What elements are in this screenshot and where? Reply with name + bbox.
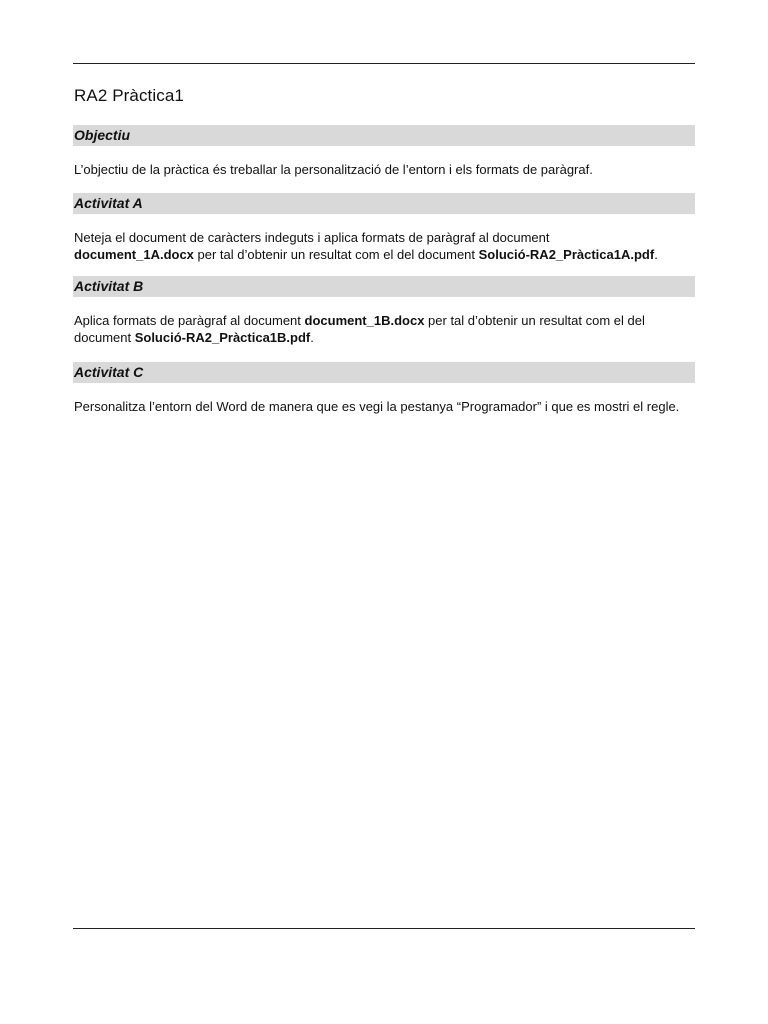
header-rule [73, 63, 695, 64]
filename-document-1b: document_1B.docx [304, 313, 425, 328]
filename-solucio-1b: Solució-RA2_Pràctica1B.pdf [134, 330, 311, 345]
paragraph-activitat-b [73, 312, 695, 346]
filename-document-1a: document_1A.docx [74, 247, 194, 262]
paragraph-text: Neteja el document de caràcters indeguts i aplica formats de paràgraf al document [74, 230, 550, 245]
section-heading-activitat-a: Activitat A [73, 193, 695, 214]
section-heading-activitat-c: Activitat C [73, 362, 695, 383]
paragraph-activitat-c [73, 398, 695, 415]
section-heading-objectiu: Objectiu [73, 125, 695, 146]
paragraph-text: . [654, 247, 658, 262]
section-heading-activitat-b: Activitat B [73, 276, 695, 297]
paragraph-text: . [310, 330, 314, 345]
paragraph-text: Personalitza l’entorn del Word de manera que es vegi la pestanya “Programador” i que es mostri el regle. [74, 399, 680, 414]
paragraph-text: per tal d’obtenir un resultat com el del document [193, 247, 479, 262]
paragraph-objectiu [73, 161, 695, 178]
filename-solucio-1a: Solució-RA2_Pràctica1A.pdf [478, 247, 655, 262]
paragraph-text: Aplica formats de paràgraf al document [74, 313, 305, 328]
paragraph-activitat-a [73, 229, 695, 263]
paragraph-text: per tal d’obtenir un resultat com el del document [74, 313, 645, 345]
paragraph-text: L’objectiu de la pràctica és treballar la personalització de l’entorn i els formats de paràgraf. [74, 162, 593, 177]
footer-rule [73, 928, 695, 929]
document-body [73, 84, 695, 415]
document-title: RA2 Pràctica1 [74, 86, 184, 105]
